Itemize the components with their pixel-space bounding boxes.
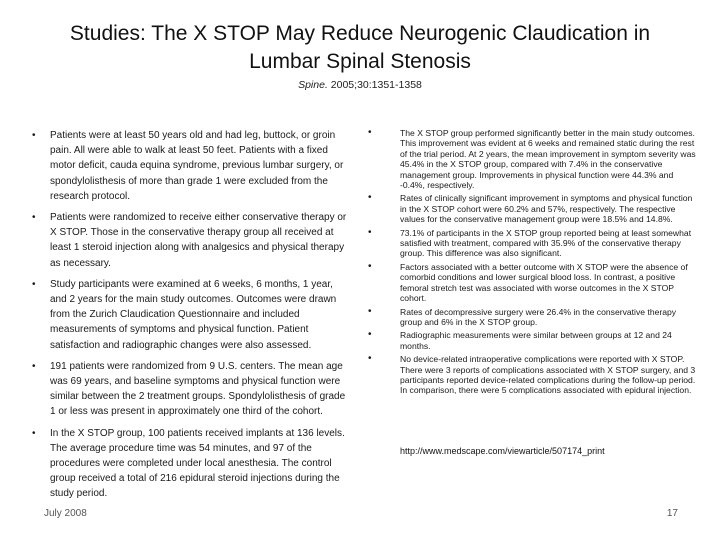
- bullet-icon: •: [368, 353, 372, 365]
- bullet-icon: •: [32, 360, 36, 372]
- list-item: [368, 262, 700, 304]
- list-item: [32, 128, 352, 204]
- bullet-text: No device-related intraoperative complications were reported with X STOP. There were 3 reports of complications associated with X STOP surgery, and 3 participants reported device-related complications during the follow-up period. In comparison, there were 5 complications associated with epidural injection.: [400, 354, 696, 396]
- citation-details: 2005;30:1351-1358: [327, 79, 422, 91]
- list-item: [368, 330, 700, 351]
- bullet-icon: •: [368, 127, 372, 138]
- bullet-icon: •: [368, 192, 372, 204]
- citation: [0, 79, 720, 91]
- bullet-icon: •: [368, 329, 372, 341]
- slide-number: 17: [666, 508, 678, 519]
- bullet-text: 73.1% of participants in the X STOP group reported being at least somewhat satisfied with treatment, compared with 35.9% of the conservative therapy group. This difference was also significant.: [400, 227, 692, 259]
- bullet-text: Factors associated with a better outcome with X STOP were the absence of comorbid conditions and lower surgical blood loss. In contrast, a positive femoral stretch test was associated with worse outcomes in the X STOP cohort.: [400, 261, 688, 304]
- list-item: [32, 210, 352, 271]
- bullet-text: Study participants were examined at 6 weeks, 6 months, 1 year, and 2 years for the main study outcomes. Outcomes were drawn from the Zurich Claudication Questionnaire and included measurements of symptoms and physical function. Patient satisfaction and radiographic changes were also assessed.: [50, 278, 337, 351]
- bullet-icon: •: [32, 427, 36, 439]
- bullet-text: 191 patients were randomized from 9 U.S. centers. The mean age was 69 years, and baseline symptoms and physical function were similar between the 2 treatment groups. Spondylolisthesis of grade 1 or less was present in approximately one third of the cohort.: [50, 360, 346, 418]
- footer-date: July 2008: [44, 508, 87, 519]
- bullet-text: Patients were at least 50 years old and had leg, buttock, or groin pain. All were able to walk at least 50 feet. Patients with a fixed motor deficit, cauda equina syndrome, previous lumbar surgery, or spondylolisthesis of more than grade 1 were excluded from the research protocol.: [50, 130, 344, 202]
- slide-title: Studies: The X STOP May Reduce Neurogenic Claudication in Lumbar Spinal Stenosis: [69, 22, 651, 73]
- bullet-icon: •: [368, 260, 372, 272]
- right-bullet-list: [368, 128, 700, 396]
- list-item: [368, 354, 700, 396]
- bullet-icon: •: [32, 212, 36, 224]
- list-item: [32, 426, 352, 502]
- list-item: [32, 277, 352, 353]
- bullet-icon: •: [32, 278, 36, 290]
- bullet-icon: •: [32, 130, 36, 141]
- bullet-icon: •: [368, 305, 372, 317]
- bullet-text: Radiographic measurements were similar between groups at 12 and 24 months.: [400, 330, 672, 351]
- citation-journal: Spine.: [298, 79, 328, 91]
- bullet-text: Rates of decompressive surgery were 26.4% in the conservative therapy group and 6% in the X STOP group.: [400, 306, 677, 327]
- bullet-text: Rates of clinically significant improvement in symptoms and physical function in the X STOP cohort were 60.2% and 57%, respectively. The respective values for the conservative management group were 18.5% and 14.8%.: [400, 193, 693, 225]
- bullet-text: In the X STOP group, 100 patients received implants at 136 levels. The average procedure time was 54 minutes, and 97 of the procedures were completed under local anesthesia. The control group received a total of 216 epidural steroid injections during the study period.: [50, 427, 345, 500]
- source-link[interactable]: http://www.medscape.com/viewarticle/507174_print: [400, 446, 605, 456]
- bullet-text: Patients were randomized to receive either conservative therapy or X STOP. Those in the conservative therapy group all received at least 1 steroid injection along with analgesics and physical therapy as necessary.: [50, 212, 347, 269]
- bullet-icon: •: [368, 226, 372, 238]
- list-item: [368, 228, 700, 259]
- bullet-text: The X STOP group performed significantly better in the main study outcomes. This improvement was evident at 6 weeks and remained static during the rest of the trial period. At 2 years, the mean improvement in symptom severity was 45.4% in the X STOP group, compared with 7.4% in the conservative management group. Improvements in physical function were 44.3% and -0.4%, respectively.: [400, 128, 696, 191]
- list-item: [368, 193, 700, 224]
- left-bullet-list: [32, 128, 352, 502]
- list-item: [368, 307, 700, 328]
- list-item: [32, 359, 352, 420]
- list-item: [368, 128, 700, 190]
